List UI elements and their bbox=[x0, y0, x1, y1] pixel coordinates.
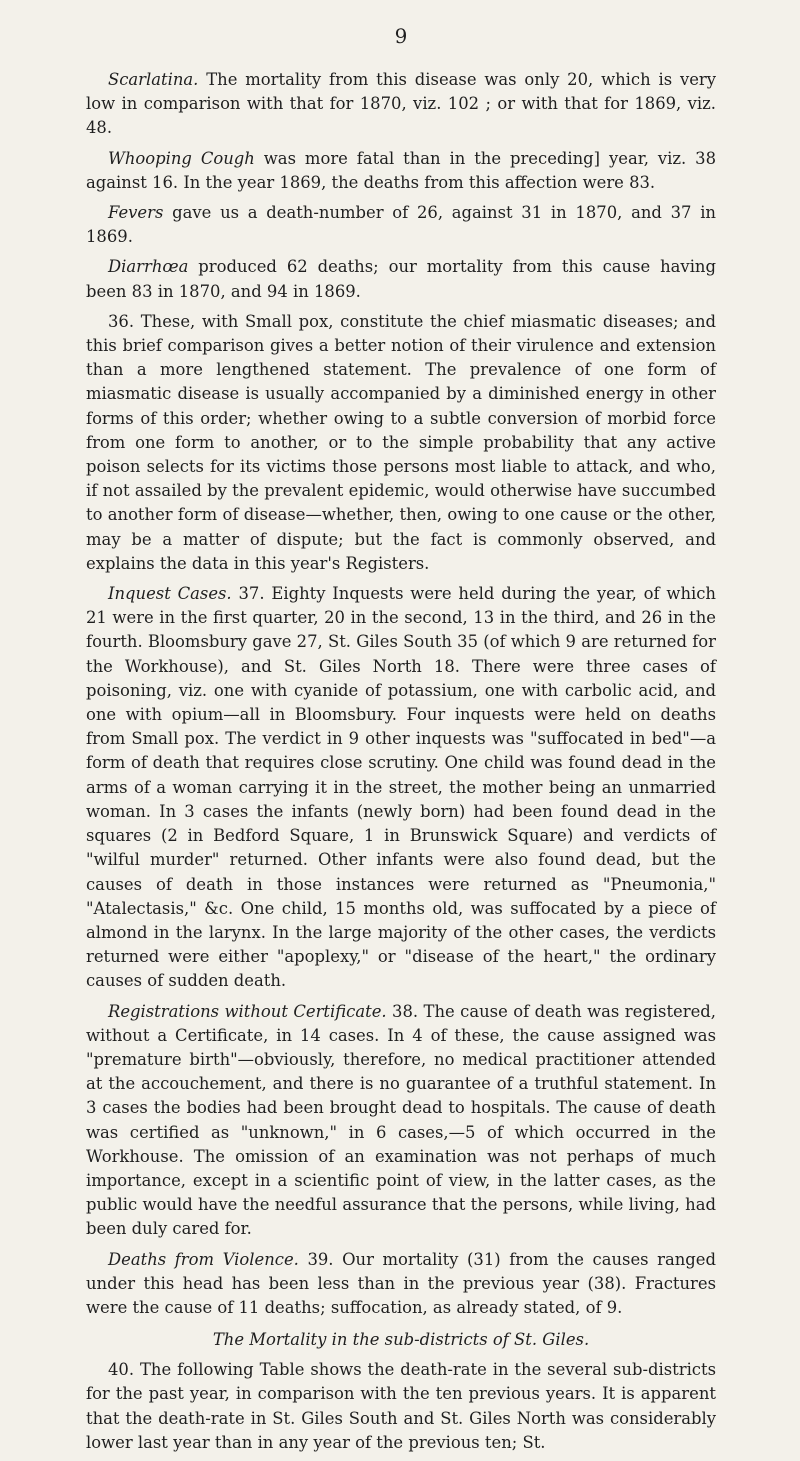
text-fevers: gave us a death-number of 26, against 31 in 1870, and 37 in 1869. bbox=[86, 203, 716, 247]
page-number: 9 bbox=[394, 24, 408, 48]
text-36: 36. These, with Small pox, constitute the chief miasmatic diseases; and this brief comparison gives a better notion of their virulence and extension than a more lengthened statement. The prevalence of one form of miasmatic disease is usually accompanied by a diminished energy in other forms of this order; whether owing to a subtle conversion of morbid force from one form to another, or to the simple probability that any active poison selects for its victims those persons most liable to attack, and who, if not assailed by the prevalent epidemic, would otherwise have succumbed to another form of disease—whether, then, owing to one cause or the other, may be a matter of dispute; but the fact is commonly observed, and explains the data in this year's Registers. bbox=[86, 311, 716, 573]
paragraph-37-inquest-cases bbox=[86, 582, 716, 993]
text-registrations: 38. The cause of death was registered, without a Certificate, in 14 cases. In 4 of these, the cause assigned was "premature birth"—obviously, therefore, no medical practitioner attended at the accouchement, and there is no guarantee of a truthful statement. In 3 cases the bodies had been brought dead to hospitals. The cause of death was certified as "unknown," in 6 cases,—5 of which occurred in the Workhouse. The omission of an examination was not perhaps of much importance, except in a scientific point of view, in the latter cases, as the public would have the needful assurance that the persons, while living, had been duly cared for. bbox=[86, 1001, 716, 1239]
paragraph-fevers bbox=[86, 201, 716, 249]
text-scarlatina: The mortality from this disease was only 20, which is very low in comparison with that for 1870, viz. 102 ; or with that for 1869, viz. 48. bbox=[86, 70, 716, 138]
paragraph-36-miasmatic-diseases bbox=[86, 310, 716, 576]
lead-inquest-cases: Inquest Cases. bbox=[108, 584, 232, 604]
paragraph-40-sub-districts: 40. The following Table shows the death-rate in the several sub-districts for the past year, in comparison with the ten previous years. It is apparent that the death-rate in St. Giles South and St. Giles North was considerably lower last year than in any year of the previous ten; St. bbox=[86, 1360, 716, 1452]
paragraph-39-deaths-from-violence bbox=[86, 1248, 716, 1321]
lead-whooping-cough: Whooping Cough bbox=[108, 148, 255, 168]
text-whooping-cough: was more fatal than in the preceding] year, viz. 38 against 16. In the year 1869, the deaths from this affection were 83. bbox=[86, 148, 716, 192]
text-deaths-from-violence: 39. Our mortality (31) from the causes ranged under this head has been less than in the previous year (38). Fractures were the cause of 11 deaths; suffocation, as already stated, of 9. bbox=[86, 1249, 716, 1317]
paragraph-whooping-cough bbox=[86, 147, 716, 195]
lead-fevers: Fevers bbox=[108, 203, 164, 223]
text-diarrhoea: produced 62 deaths; our mortality from this cause having been 83 in 1870, and 94 in 1869. bbox=[86, 257, 716, 301]
lead-diarrhoea: Diarrhœa bbox=[108, 257, 189, 277]
paragraph-scarlatina bbox=[86, 68, 716, 141]
section-title: The Mortality in the sub-districts of St. Giles. bbox=[212, 1330, 590, 1350]
lead-deaths-from-violence: Deaths from Violence. bbox=[108, 1249, 299, 1269]
text-inquest-cases: 37. Eighty Inquests were held during the year, of which 21 were in the first quarter, 20 in the second, 13 in the third, and 26 in the fourth. Bloomsbury gave 27, St. Giles South 35 (of which 9 are returned for the Workhouse), and St. Giles North 18. There were three cases of poisoning, viz. one with cyanide of potassium, one with carbolic acid, and one with opium—all in Bloomsbury. Four inquests were held on deaths from Small pox. The verdict in 9 other inquests was "suffocated in bed"—a form of death that requires close scrutiny. One child was found dead in the arms of a woman carrying it in the street, the mother being an unmarried woman. In 3 cases the infants (newly born) had been found dead in the squares (2 in Bedford Square, 1 in Brunswick Square) and verdicts of "wilful murder" returned. Other infants were also found dead, but the causes of death in those instances were returned as "Pneumonia," "Atalectasis," &c. One child, 15 months old, was suffocated by a piece of almond in the larynx. In the large majority of the other cases, the verdicts returned were either "apoplexy," or "disease of the heart," the ordinary causes of sudden death. bbox=[86, 584, 716, 991]
lead-scarlatina: Scarlatina. bbox=[108, 70, 199, 89]
paragraph-diarrhoea bbox=[86, 255, 716, 303]
paragraph-38-registrations bbox=[86, 1000, 716, 1242]
document-page bbox=[86, 22, 716, 1461]
lead-registrations: Registrations without Certificate. bbox=[108, 1001, 387, 1021]
